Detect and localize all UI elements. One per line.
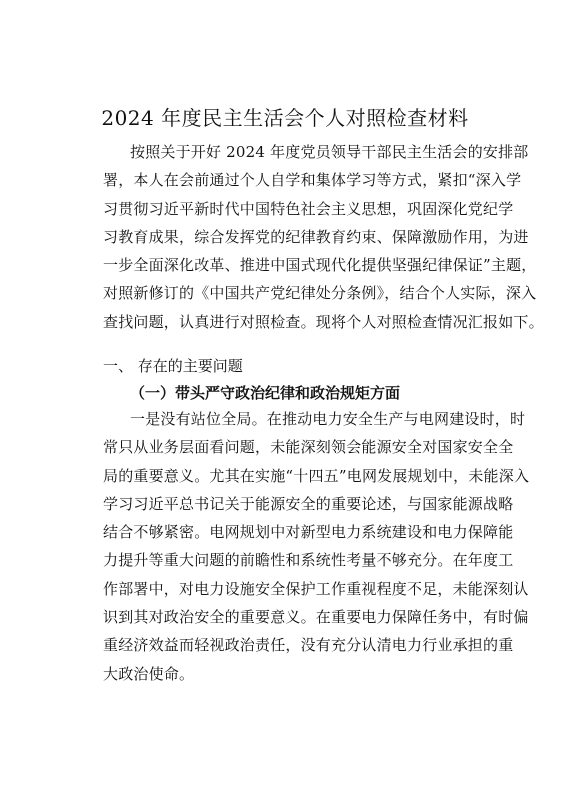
- paragraph-line: 大政治使命。: [103, 664, 195, 683]
- intro-line: 习教育成果，综合发挥党的纪律教育约束、保障激励作用，为进: [103, 227, 529, 246]
- sub-heading: （一）带头严守政治纪律和政治规矩方面: [130, 384, 401, 402]
- intro-line: 习贯彻习近平新时代中国特色社会主义思想，巩固深化党纪学: [103, 199, 514, 218]
- intro-paragraph: [103, 138, 544, 336]
- intro-line: 按照关于开好 2024 年度党员领导干部民主生活会的安排部: [130, 143, 529, 161]
- paragraph-line: 一是没有站位全局。在推动电力安全生产与电网建设时，时: [130, 410, 526, 428]
- paragraph-line: 学习习近平总书记关于能源安全的重要论述，与国家能源战略: [103, 494, 514, 513]
- paragraph-line: 重经济效益而轻视政治责任，没有充分认清电力行业承担的重: [103, 636, 514, 655]
- body-paragraph: [103, 405, 530, 688]
- paragraph-line: 识到其对政治安全的重要意义。在重要电力保障任务中，有时偏: [103, 608, 529, 627]
- document-title: 2024 年度民主生活会个人对照检查材料: [101, 106, 469, 130]
- paragraph-line: 力提升等重大问题的前瞻性和系统性考量不够充分。在年度工: [103, 551, 514, 570]
- paragraph-line: 结合不够紧密。电网规划中对新型电力系统建设和电力保障能: [103, 523, 514, 542]
- paragraph-line: 常只从业务层面看问题，未能深刻领会能源安全对国家安全全: [103, 438, 514, 457]
- paragraph-line: 作部署中，对电力设施安全保护工作重视程度不足，未能深刻认: [103, 579, 529, 598]
- intro-line: 一步全面深化改革、推进中国式现代化提供坚强纪律保证”主题，: [103, 256, 537, 275]
- intro-line: 查找问题，认真进行对照检查。现将个人对照检查情况汇报如下。: [103, 312, 544, 331]
- section-heading: 一、 存在的主要问题: [103, 357, 243, 375]
- intro-line: 署，本人在会前通过个人自学和集体学习等方式，紧扣“深入学: [103, 171, 522, 190]
- paragraph-line: 局的重要意义。尤其在实施“十四五”电网发展规划中，未能深入: [103, 466, 530, 485]
- intro-line: 对照新修订的《中国共产党纪律处分条例》，结合个人实际，深入: [103, 284, 537, 303]
